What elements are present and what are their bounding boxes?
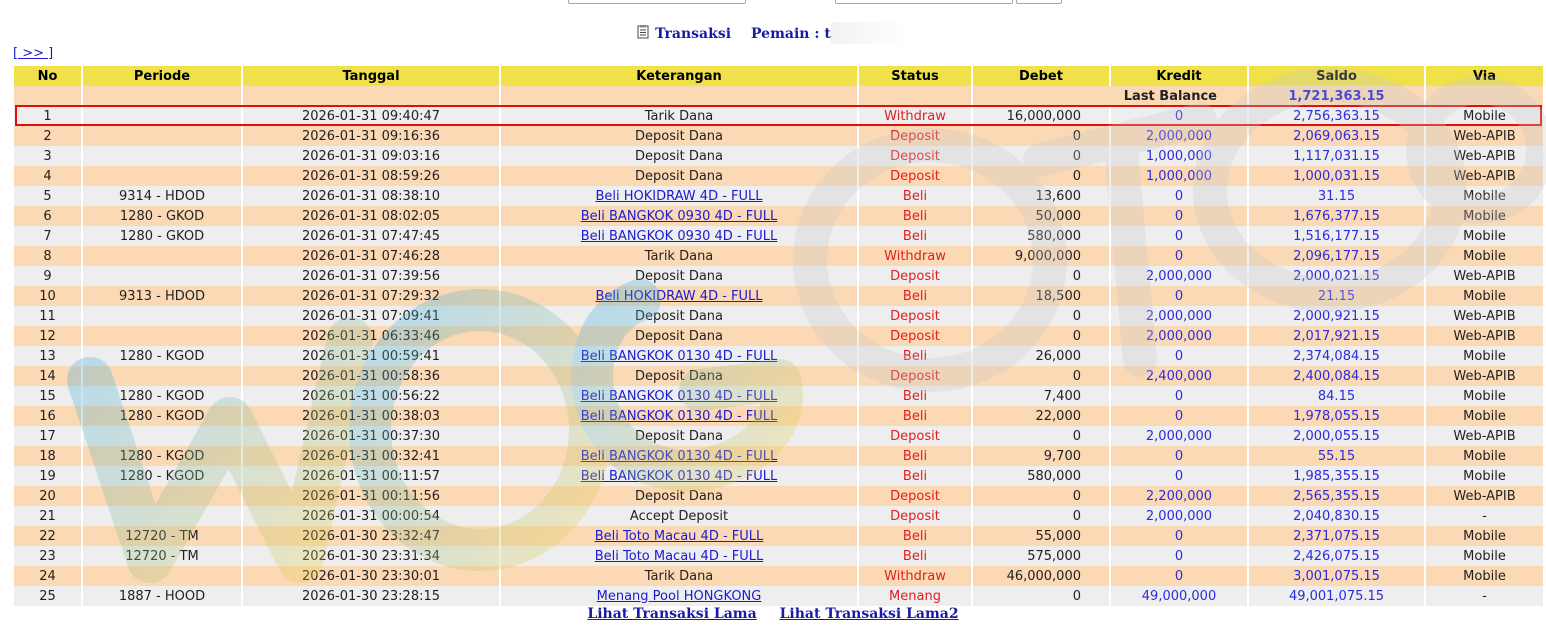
cell-kredit: 0 <box>1111 226 1247 246</box>
cell-saldo: 2,069,063.15 <box>1249 126 1424 146</box>
cell-no: 16 <box>14 406 81 426</box>
cell-debet: 0 <box>973 166 1109 186</box>
cell-no: 22 <box>14 526 81 546</box>
cell-status: Deposit <box>859 426 971 446</box>
cell-debet: 580,000 <box>973 226 1109 246</box>
table-row <box>14 186 1543 206</box>
cell-debet: 22,000 <box>973 406 1109 426</box>
cell-periode <box>83 266 241 286</box>
cell-saldo: 2,756,363.15 <box>1249 106 1424 126</box>
cell-tanggal: 2026-01-31 00:11:56 <box>243 486 499 506</box>
cell-debet: 50,000 <box>973 206 1109 226</box>
cell-keterangan: Deposit Dana <box>501 166 857 186</box>
cell-saldo: 2,565,355.15 <box>1249 486 1424 506</box>
cell-kredit: 2,000,000 <box>1111 326 1247 346</box>
table-row <box>14 546 1543 566</box>
cell-saldo: 1,516,177.15 <box>1249 226 1424 246</box>
cell-tanggal: 2026-01-30 23:28:15 <box>243 586 499 606</box>
cell-status: Deposit <box>859 506 971 526</box>
cell-saldo: 2,040,830.15 <box>1249 506 1424 526</box>
cell-no: 20 <box>14 486 81 506</box>
cell-keterangan <box>501 386 857 406</box>
cell-no: 13 <box>14 346 81 366</box>
cell-tanggal: 2026-01-31 00:32:41 <box>243 446 499 466</box>
document-icon <box>637 25 649 39</box>
cell-status: Beli <box>859 226 971 246</box>
cell-periode <box>83 166 241 186</box>
cell-saldo: 3,001,075.15 <box>1249 566 1424 586</box>
cell-keterangan <box>501 286 857 306</box>
cell-status: Beli <box>859 526 971 546</box>
cell-tanggal: 2026-01-31 07:47:45 <box>243 226 499 246</box>
cell-tanggal: 2026-01-31 07:39:56 <box>243 266 499 286</box>
cell-no: 3 <box>14 146 81 166</box>
cell-no: 25 <box>14 586 81 606</box>
cell-debet: 0 <box>973 506 1109 526</box>
table-row <box>14 446 1543 466</box>
table-row <box>14 506 1543 526</box>
table-row <box>14 346 1543 366</box>
cell-tanggal: 2026-01-31 00:00:54 <box>243 506 499 526</box>
cell-kredit: 2,400,000 <box>1111 366 1247 386</box>
cell-periode <box>83 506 241 526</box>
cell-via: Web-APIB <box>1426 266 1543 286</box>
cell-keterangan <box>501 586 857 606</box>
table-row <box>14 106 1543 126</box>
cell-saldo: 21.15 <box>1249 286 1424 306</box>
cell-status: Deposit <box>859 126 971 146</box>
cell-debet: 13,600 <box>973 186 1109 206</box>
cell-saldo: 2,400,084.15 <box>1249 366 1424 386</box>
cell-via: Mobile <box>1426 406 1543 426</box>
transaction-detail-link[interactable]: Beli BANGKOK 0130 4D - FULL <box>580 468 778 484</box>
cell-status: Beli <box>859 466 971 486</box>
cell-debet: 0 <box>973 586 1109 606</box>
last-balance-label: Last Balance <box>973 86 1247 106</box>
cell-keterangan: Deposit Dana <box>501 306 857 326</box>
cell-saldo: 55.15 <box>1249 446 1424 466</box>
cell-no: 11 <box>14 306 81 326</box>
cell-status: Beli <box>859 386 971 406</box>
table-header <box>14 66 1543 86</box>
pemain-label: Pemain : t <box>751 26 831 42</box>
cell-status: Deposit <box>859 326 971 346</box>
cell-debet: 55,000 <box>973 526 1109 546</box>
cell-periode <box>83 486 241 506</box>
cell-saldo: 2,426,075.15 <box>1249 546 1424 566</box>
col-header-status: Status <box>859 66 971 86</box>
cell-keterangan: Deposit Dana <box>501 326 857 346</box>
transaction-detail-link[interactable]: Menang Pool HONGKONG <box>596 588 762 604</box>
cell-saldo: 31.15 <box>1249 186 1424 206</box>
cell-tanggal: 2026-01-31 09:03:16 <box>243 146 499 166</box>
cell-status: Deposit <box>859 366 971 386</box>
table-row <box>14 206 1543 226</box>
cell-periode <box>83 426 241 446</box>
cell-via: Mobile <box>1426 386 1543 406</box>
cell-tanggal: 2026-01-31 07:29:32 <box>243 286 499 306</box>
redacted-username <box>831 22 909 44</box>
cell-saldo: 2,000,055.15 <box>1249 426 1424 446</box>
cell-periode: 1280 - KGOD <box>83 466 241 486</box>
cell-status: Beli <box>859 446 971 466</box>
cell-keterangan <box>501 446 857 466</box>
transaction-table <box>12 66 1545 606</box>
col-header-tanggal: Tanggal <box>243 66 499 86</box>
cell-no: 10 <box>14 286 81 306</box>
cell-periode: 12720 - TM <box>83 526 241 546</box>
col-header-no: No <box>14 66 81 86</box>
cell-saldo: 2,000,921.15 <box>1249 306 1424 326</box>
cell-via: Web-APIB <box>1426 366 1543 386</box>
cell-status: Beli <box>859 346 971 366</box>
cell-no: 24 <box>14 566 81 586</box>
title-text: Transaksi <box>655 26 732 42</box>
cell-no: 7 <box>14 226 81 246</box>
col-header-via: Via <box>1426 66 1543 86</box>
cell-status: Deposit <box>859 306 971 326</box>
transaction-detail-link[interactable]: Beli BANGKOK 0130 4D - FULL <box>580 388 778 404</box>
cell-keterangan: Tarik Dana <box>501 566 857 586</box>
cell-no: 12 <box>14 326 81 346</box>
filter-submit-button[interactable] <box>1016 0 1062 4</box>
cell-no: 14 <box>14 366 81 386</box>
cell-no: 15 <box>14 386 81 406</box>
cell-periode: 1280 - GKOD <box>83 226 241 246</box>
cell-periode <box>83 326 241 346</box>
cell-kredit: 0 <box>1111 466 1247 486</box>
cell-saldo: 1,985,355.15 <box>1249 466 1424 486</box>
cell-kredit: 1,000,000 <box>1111 146 1247 166</box>
cell-saldo: 1,676,377.15 <box>1249 206 1424 226</box>
cell-tanggal: 2026-01-31 09:16:36 <box>243 126 499 146</box>
cell-keterangan: Deposit Dana <box>501 126 857 146</box>
cell-tanggal: 2026-01-30 23:31:34 <box>243 546 499 566</box>
cell-periode <box>83 366 241 386</box>
cell-keterangan: Tarik Dana <box>501 246 857 266</box>
cell-no: 19 <box>14 466 81 486</box>
cell-tanggal: 2026-01-31 00:56:22 <box>243 386 499 406</box>
cell-via: Web-APIB <box>1426 126 1543 146</box>
cell-debet: 0 <box>973 266 1109 286</box>
filter-input-1[interactable] <box>568 0 746 4</box>
cell-tanggal: 2026-01-31 00:37:30 <box>243 426 499 446</box>
cell-periode: 9313 - HDOD <box>83 286 241 306</box>
cell-periode: 9314 - HDOD <box>83 186 241 206</box>
cell-status: Withdraw <box>859 106 971 126</box>
cell-status: Beli <box>859 206 971 226</box>
cell-no: 2 <box>14 126 81 146</box>
cell-keterangan <box>501 346 857 366</box>
transaction-detail-link[interactable]: Beli BANGKOK 0130 4D - FULL <box>580 448 778 464</box>
cell-debet: 580,000 <box>973 466 1109 486</box>
cell-periode <box>83 126 241 146</box>
cell-keterangan: Deposit Dana <box>501 266 857 286</box>
cell-keterangan <box>501 526 857 546</box>
cell-no: 17 <box>14 426 81 446</box>
cell-kredit: 2,000,000 <box>1111 506 1247 526</box>
footer-links <box>0 606 1546 622</box>
cell-periode <box>83 246 241 266</box>
cell-periode <box>83 566 241 586</box>
cell-keterangan: Deposit Dana <box>501 426 857 446</box>
table-row <box>14 466 1543 486</box>
cell-status: Beli <box>859 186 971 206</box>
cell-saldo: 2,000,021.15 <box>1249 266 1424 286</box>
cell-via: Web-APIB <box>1426 146 1543 166</box>
table-row <box>14 266 1543 286</box>
cell-debet: 0 <box>973 486 1109 506</box>
cell-kredit: 0 <box>1111 446 1247 466</box>
cell-status: Withdraw <box>859 566 971 586</box>
table-row <box>14 386 1543 406</box>
cell-kredit: 0 <box>1111 546 1247 566</box>
cell-no: 23 <box>14 546 81 566</box>
cell-no: 9 <box>14 266 81 286</box>
transaction-detail-link[interactable]: Beli BANGKOK 0930 4D - FULL <box>580 208 778 224</box>
cell-saldo: 2,017,921.15 <box>1249 326 1424 346</box>
cell-kredit: 0 <box>1111 346 1247 366</box>
cell-debet: 0 <box>973 366 1109 386</box>
table-row <box>14 366 1543 386</box>
cell-saldo: 1,000,031.15 <box>1249 166 1424 186</box>
transaction-detail-link[interactable]: Beli BANGKOK 0130 4D - FULL <box>580 348 778 364</box>
cell-tanggal: 2026-01-31 00:11:57 <box>243 466 499 486</box>
cell-tanggal: 2026-01-31 00:59:41 <box>243 346 499 366</box>
cell-kredit: 0 <box>1111 566 1247 586</box>
cell-kredit: 49,000,000 <box>1111 586 1247 606</box>
cell-periode <box>83 306 241 326</box>
cell-kredit: 2,000,000 <box>1111 426 1247 446</box>
last-balance-row <box>14 86 1543 106</box>
cell-no: 21 <box>14 506 81 526</box>
cell-no: 1 <box>14 106 81 126</box>
cell-tanggal: 2026-01-31 07:46:28 <box>243 246 499 266</box>
cell-periode: 12720 - TM <box>83 546 241 566</box>
cell-saldo: 1,978,055.15 <box>1249 406 1424 426</box>
filter-input-2[interactable] <box>835 0 1013 4</box>
cell-kredit: 0 <box>1111 386 1247 406</box>
cell-debet: 18,500 <box>973 286 1109 306</box>
page-title <box>0 22 1546 44</box>
cell-periode: 1280 - KGOD <box>83 406 241 426</box>
cell-saldo: 1,117,031.15 <box>1249 146 1424 166</box>
cell-via: Mobile <box>1426 346 1543 366</box>
cell-no: 8 <box>14 246 81 266</box>
cell-via: Mobile <box>1426 526 1543 546</box>
table-row <box>14 586 1543 606</box>
cell-debet: 46,000,000 <box>973 566 1109 586</box>
cell-via: Mobile <box>1426 206 1543 226</box>
table-row <box>14 286 1543 306</box>
cell-keterangan <box>501 186 857 206</box>
transaction-detail-link[interactable]: Beli BANGKOK 0930 4D - FULL <box>580 228 778 244</box>
cell-keterangan: Deposit Dana <box>501 146 857 166</box>
cell-kredit: 2,000,000 <box>1111 306 1247 326</box>
transaction-detail-link[interactable]: Beli Toto Macau 4D - FULL <box>594 528 764 544</box>
cell-status: Deposit <box>859 486 971 506</box>
cell-keterangan: Tarik Dana <box>501 106 857 126</box>
cell-periode: 1280 - GKOD <box>83 206 241 226</box>
cell-no: 4 <box>14 166 81 186</box>
cell-kredit: 0 <box>1111 186 1247 206</box>
cell-periode: 1280 - KGOD <box>83 386 241 406</box>
transaction-detail-link[interactable]: Beli HOKIDRAW 4D - FULL <box>595 288 763 304</box>
cell-keterangan <box>501 546 857 566</box>
cell-kredit: 0 <box>1111 286 1247 306</box>
cell-saldo: 2,371,075.15 <box>1249 526 1424 546</box>
cell-periode <box>83 106 241 126</box>
cell-periode: 1280 - KGOD <box>83 346 241 366</box>
cell-status: Beli <box>859 546 971 566</box>
col-header-periode: Periode <box>83 66 241 86</box>
cell-keterangan: Deposit Dana <box>501 486 857 506</box>
cell-via: Web-APIB <box>1426 306 1543 326</box>
cell-via: - <box>1426 586 1543 606</box>
cell-debet: 26,000 <box>973 346 1109 366</box>
top-filter-inputs <box>0 0 1546 4</box>
cell-tanggal: 2026-01-31 09:40:47 <box>243 106 499 126</box>
col-header-kredit: Kredit <box>1111 66 1247 86</box>
cell-debet: 16,000,000 <box>973 106 1109 126</box>
table-row <box>14 426 1543 446</box>
cell-periode: 1280 - KGOD <box>83 446 241 466</box>
cell-kredit: 0 <box>1111 106 1247 126</box>
cell-keterangan <box>501 206 857 226</box>
table-row <box>14 486 1543 506</box>
cell-via: Mobile <box>1426 446 1543 466</box>
cell-tanggal: 2026-01-30 23:32:47 <box>243 526 499 546</box>
transaction-detail-link[interactable]: Beli HOKIDRAW 4D - FULL <box>595 188 763 204</box>
old-transactions-link[interactable]: Lihat Transaksi Lama <box>587 606 757 622</box>
cell-kredit: 0 <box>1111 406 1247 426</box>
cell-keterangan <box>501 406 857 426</box>
cell-kredit: 0 <box>1111 526 1247 546</box>
table-row <box>14 246 1543 266</box>
next-page-link[interactable]: [ >> ] <box>13 46 54 61</box>
cell-tanggal: 2026-01-31 00:38:03 <box>243 406 499 426</box>
cell-kredit: 2,000,000 <box>1111 266 1247 286</box>
cell-via: Mobile <box>1426 226 1543 246</box>
table-row <box>14 326 1543 346</box>
last-balance-value: 1,721,363.15 <box>1249 86 1424 106</box>
cell-keterangan <box>501 466 857 486</box>
cell-status: Deposit <box>859 266 971 286</box>
cell-debet: 0 <box>973 306 1109 326</box>
cell-saldo: 84.15 <box>1249 386 1424 406</box>
cell-saldo: 49,001,075.15 <box>1249 586 1424 606</box>
cell-keterangan: Accept Deposit <box>501 506 857 526</box>
col-header-debet: Debet <box>973 66 1109 86</box>
cell-kredit: 0 <box>1111 246 1247 266</box>
cell-debet: 9,700 <box>973 446 1109 466</box>
col-header-saldo: Saldo <box>1249 66 1424 86</box>
cell-no: 18 <box>14 446 81 466</box>
cell-status: Beli <box>859 286 971 306</box>
cell-via: Mobile <box>1426 546 1543 566</box>
table-row <box>14 166 1543 186</box>
table-row <box>14 226 1543 246</box>
cell-via: Web-APIB <box>1426 426 1543 446</box>
cell-kredit: 1,000,000 <box>1111 166 1247 186</box>
cell-status: Beli <box>859 406 971 426</box>
cell-periode: 1887 - HOOD <box>83 586 241 606</box>
cell-debet: 9,000,000 <box>973 246 1109 266</box>
table-row <box>14 566 1543 586</box>
cell-kredit: 0 <box>1111 206 1247 226</box>
cell-via: Mobile <box>1426 286 1543 306</box>
cell-via: Mobile <box>1426 186 1543 206</box>
cell-debet: 0 <box>973 426 1109 446</box>
cell-saldo: 2,374,084.15 <box>1249 346 1424 366</box>
transaction-detail-link[interactable]: Beli Toto Macau 4D - FULL <box>594 548 764 564</box>
table-row <box>14 406 1543 426</box>
cell-kredit: 2,200,000 <box>1111 486 1247 506</box>
cell-via: Web-APIB <box>1426 486 1543 506</box>
table-row <box>14 526 1543 546</box>
cell-via: Mobile <box>1426 466 1543 486</box>
cell-debet: 0 <box>973 326 1109 346</box>
cell-tanggal: 2026-01-30 23:30:01 <box>243 566 499 586</box>
col-header-keterangan: Keterangan <box>501 66 857 86</box>
cell-tanggal: 2026-01-31 08:02:05 <box>243 206 499 226</box>
cell-no: 5 <box>14 186 81 206</box>
cell-debet: 7,400 <box>973 386 1109 406</box>
cell-via: - <box>1426 506 1543 526</box>
table-row <box>14 126 1543 146</box>
cell-status: Deposit <box>859 166 971 186</box>
cell-via: Web-APIB <box>1426 166 1543 186</box>
cell-via: Mobile <box>1426 246 1543 266</box>
transaction-detail-link[interactable]: Beli BANGKOK 0130 4D - FULL <box>580 408 778 424</box>
cell-via: Web-APIB <box>1426 326 1543 346</box>
cell-tanggal: 2026-01-31 07:09:41 <box>243 306 499 326</box>
cell-via: Mobile <box>1426 106 1543 126</box>
cell-status: Deposit <box>859 146 971 166</box>
cell-status: Menang <box>859 586 971 606</box>
cell-no: 6 <box>14 206 81 226</box>
cell-saldo: 2,096,177.15 <box>1249 246 1424 266</box>
cell-keterangan: Deposit Dana <box>501 366 857 386</box>
cell-kredit: 2,000,000 <box>1111 126 1247 146</box>
cell-tanggal: 2026-01-31 08:38:10 <box>243 186 499 206</box>
cell-debet: 0 <box>973 126 1109 146</box>
cell-tanggal: 2026-01-31 08:59:26 <box>243 166 499 186</box>
cell-tanggal: 2026-01-31 00:58:36 <box>243 366 499 386</box>
cell-debet: 0 <box>973 146 1109 166</box>
table-row <box>14 306 1543 326</box>
table-row <box>14 146 1543 166</box>
cell-keterangan <box>501 226 857 246</box>
cell-via: Mobile <box>1426 566 1543 586</box>
cell-debet: 575,000 <box>973 546 1109 566</box>
cell-status: Withdraw <box>859 246 971 266</box>
cell-periode <box>83 146 241 166</box>
old-transactions-link-2[interactable]: Lihat Transaksi Lama2 <box>779 606 959 622</box>
cell-tanggal: 2026-01-31 06:33:46 <box>243 326 499 346</box>
